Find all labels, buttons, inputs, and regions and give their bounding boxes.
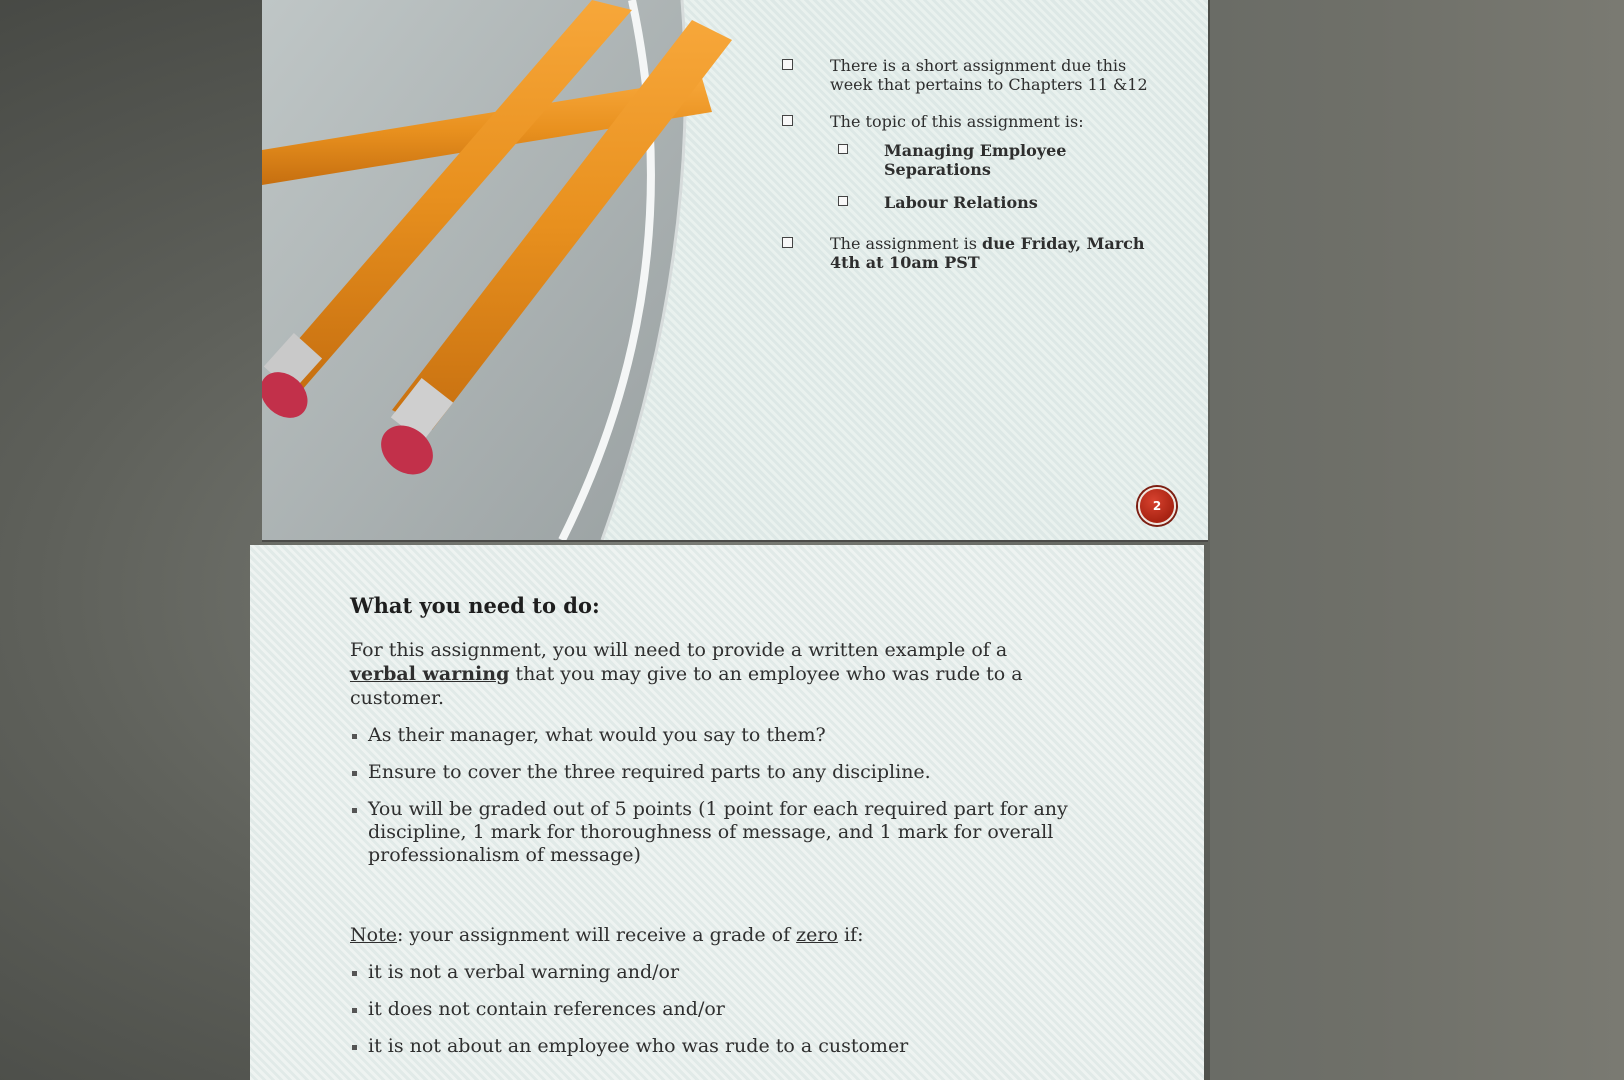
zero-emphasis: zero	[796, 924, 838, 946]
bullet-icon	[352, 971, 357, 976]
topic-text: Labour Relations	[884, 193, 1038, 212]
list-item	[350, 761, 1070, 784]
list-item-text: As their manager, what would you say to them?	[368, 724, 826, 746]
note-list-item	[350, 998, 1070, 1021]
bullet-icon	[352, 1045, 357, 1050]
topic-text: Managing Employee Separations	[884, 141, 1067, 179]
bullet-icon	[352, 771, 357, 776]
bullet-item	[782, 56, 1162, 94]
page-number-badge: 2	[1138, 487, 1176, 525]
monitor-background	[1210, 0, 1624, 1080]
list-item	[350, 724, 1070, 747]
list-item-text: Ensure to cover the three required parts to any discipline.	[368, 761, 931, 783]
list-item	[350, 798, 1070, 867]
note-text: : your assignment will receive a grade of	[396, 924, 797, 946]
note-list-item	[350, 961, 1070, 984]
due-date: due Friday, March 4th at 10am PST	[830, 234, 1145, 272]
note-item-text: it is not a verbal warning and/or	[368, 961, 680, 983]
note-text: if:	[837, 924, 864, 946]
topic-item	[838, 141, 1162, 179]
intro-text: For this assignment, you will need to provide a written example of a	[350, 639, 1008, 661]
intro-text: that you may give to an employee who was rude to a customer.	[350, 663, 1023, 709]
bullet-text: The topic of this assignment is:	[830, 112, 1084, 131]
bullet-text: There is a short assignment due this week that pertains to Chapters 11 &12	[830, 56, 1148, 94]
bullet-icon	[352, 1008, 357, 1013]
slide-heading: What you need to do:	[350, 593, 600, 618]
checkbox-bullet-icon	[838, 196, 848, 206]
bullet-icon	[352, 808, 357, 813]
bullet-item	[782, 112, 1162, 131]
note-item-text: it does not contain references and/or	[368, 998, 725, 1020]
checkbox-bullet-icon	[838, 144, 848, 154]
checkbox-bullet-icon	[782, 59, 793, 70]
bullet-icon	[352, 734, 357, 739]
note-paragraph	[350, 923, 1070, 947]
topic-item	[838, 193, 1162, 212]
note-label: Note	[350, 924, 397, 946]
bullet-item	[782, 234, 1162, 272]
checkbox-bullet-icon	[782, 115, 793, 126]
intro-paragraph	[350, 638, 1070, 710]
list-item-text: You will be graded out of 5 points (1 point for each required part for any discipline, 1 mark for thoroughness of message, and 1 mark for overall professionalism of message)	[368, 798, 1068, 866]
verbal-warning-emphasis: verbal warning	[350, 663, 510, 685]
slide-2	[262, 0, 1208, 540]
note-list-item	[350, 1035, 1070, 1058]
due-prefix: The assignment is	[830, 234, 983, 253]
note-item-text: it is not about an employee who was rude to a customer	[368, 1035, 909, 1057]
slide-3	[250, 545, 1204, 1080]
checkbox-bullet-icon	[782, 237, 793, 248]
slide-2-bullets	[782, 56, 1162, 290]
